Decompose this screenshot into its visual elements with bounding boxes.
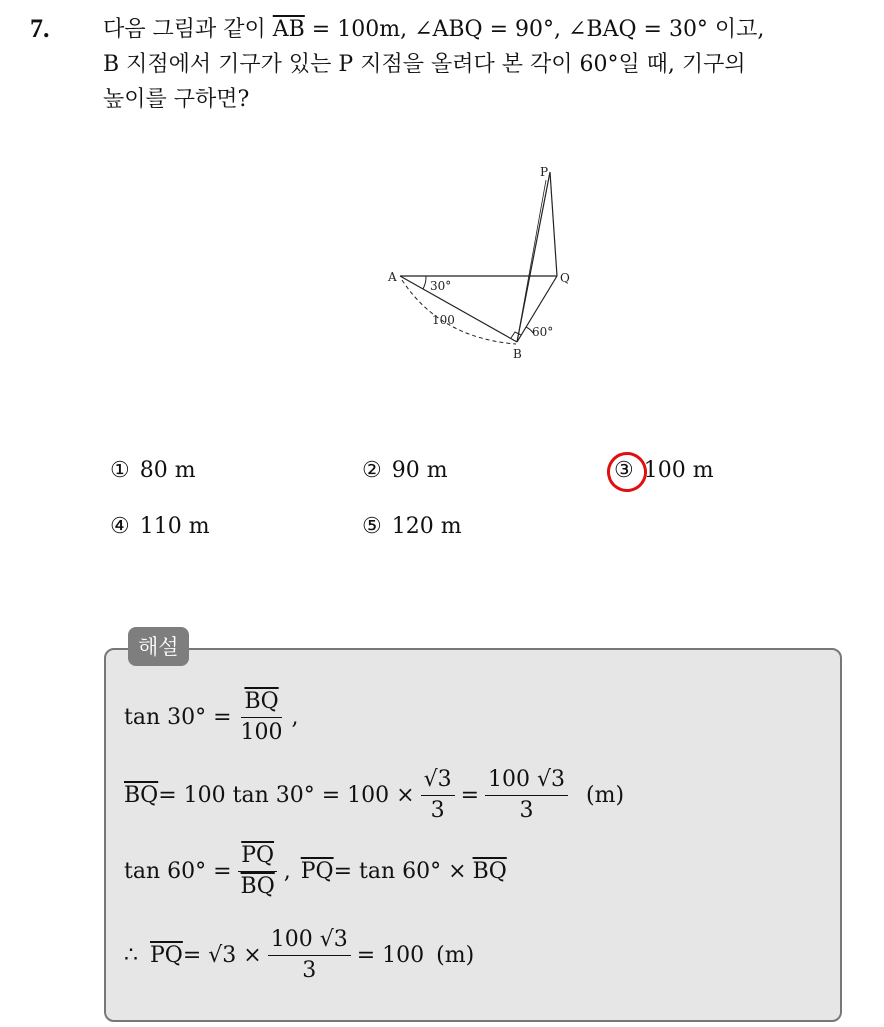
solution-eq-1 <box>124 688 299 747</box>
eq3-lhs2: $\overline{PQ}$ <box>300 859 334 884</box>
solution-eq-4 <box>124 926 474 985</box>
eq2-unit: (m) <box>586 783 625 808</box>
choice-3-mark-circled: ③ <box>614 458 634 483</box>
eq4-fraction <box>268 926 351 985</box>
eq1-num: $\overline{BQ}$ <box>241 688 281 718</box>
label-a: A <box>388 270 397 284</box>
question-text <box>103 12 873 117</box>
question-line-3: 높이를 구하면? <box>103 87 250 112</box>
eq3-lhs: tan 60° = <box>124 859 232 884</box>
choice-4-mark: ④ <box>110 514 130 539</box>
question-line-1-end: = 100m, ∠ABQ = 90°, ∠BAQ = 30° 이고, <box>304 17 765 42</box>
choice-3[interactable] <box>614 458 714 483</box>
eq3-den: BQ <box>240 874 275 899</box>
eq2-lhs: $\overline{BQ}$ <box>124 783 159 808</box>
arc-ab <box>402 280 516 344</box>
question-line-1-start: 다음 그림과 같이 <box>103 17 273 42</box>
line-ab <box>400 276 517 342</box>
eq1-lhs: tan 30° = <box>124 705 232 730</box>
geometry-figure <box>380 160 580 370</box>
figure-svg <box>380 160 580 370</box>
eq2-equals: = <box>460 783 480 808</box>
choice-1-text: 80 m <box>139 458 196 483</box>
eq4-num: 100 √3 <box>268 926 351 956</box>
angle-arc-a <box>423 276 426 289</box>
eq1-den: 100 <box>240 720 283 745</box>
choice-3-text: 100 m <box>643 458 714 483</box>
eq2-f2-den: 3 <box>519 798 534 823</box>
label-side-ab: 100 <box>432 313 455 327</box>
eq4-unit: (m) <box>436 943 475 968</box>
label-q: Q <box>560 271 570 285</box>
label-b: B <box>513 347 522 361</box>
segment-ab: $\overline{AB}$ <box>272 17 305 42</box>
choice-4[interactable] <box>110 514 210 539</box>
choice-5[interactable] <box>362 514 462 539</box>
eq4-therefore: ∴ <box>124 943 138 968</box>
eq4-rhs: = 100 <box>356 943 425 968</box>
eq4-mid: = √3 × <box>182 943 262 968</box>
question-line-1 <box>103 12 873 47</box>
label-p: P <box>540 165 549 179</box>
choice-1-mark: ① <box>110 458 130 483</box>
eq2-fraction-1 <box>421 766 455 825</box>
eq2-fraction-2 <box>485 766 568 825</box>
eq3-fraction <box>238 842 278 901</box>
eq1-tail: , <box>291 705 299 730</box>
solution-tag: 해설 <box>128 627 189 666</box>
choice-2-mark: ② <box>362 458 382 483</box>
eq4-lhs: $\overline{PQ}$ <box>150 943 183 968</box>
eq2-mid: = 100 tan 30° = 100 × <box>158 783 415 808</box>
eq3-sep: , <box>283 859 291 884</box>
choice-5-text: 120 m <box>391 514 462 539</box>
label-angle-b: 60° <box>532 325 554 339</box>
question-line-2: B 지점에서 기구가 있는 P 지점을 올려다 본 각이 60°일 때, 기구의 <box>103 52 746 77</box>
choice-1[interactable] <box>110 458 196 483</box>
eq3-rhs-bar: $\overline{BQ}$ <box>472 859 507 884</box>
line-pq <box>550 172 557 276</box>
eq2-f1-den: 3 <box>430 798 445 823</box>
eq3-num: $\overline{PQ}$ <box>238 842 277 872</box>
eq2-f2-num: 100 √3 <box>485 766 568 796</box>
solution-eq-2 <box>124 766 624 825</box>
choice-2-text: 90 m <box>391 458 448 483</box>
choice-5-mark: ⑤ <box>362 514 382 539</box>
solution-eq-3 <box>124 842 507 901</box>
eq4-den: 3 <box>302 958 317 983</box>
label-angle-a: 30° <box>430 279 452 293</box>
eq2-f1-num: √3 <box>421 766 455 796</box>
question-number: 7. <box>30 14 50 43</box>
choice-4-text: 110 m <box>139 514 210 539</box>
choice-2[interactable] <box>362 458 448 483</box>
eq3-rhs: = tan 60° × <box>333 859 467 884</box>
eq1-fraction <box>238 688 286 747</box>
